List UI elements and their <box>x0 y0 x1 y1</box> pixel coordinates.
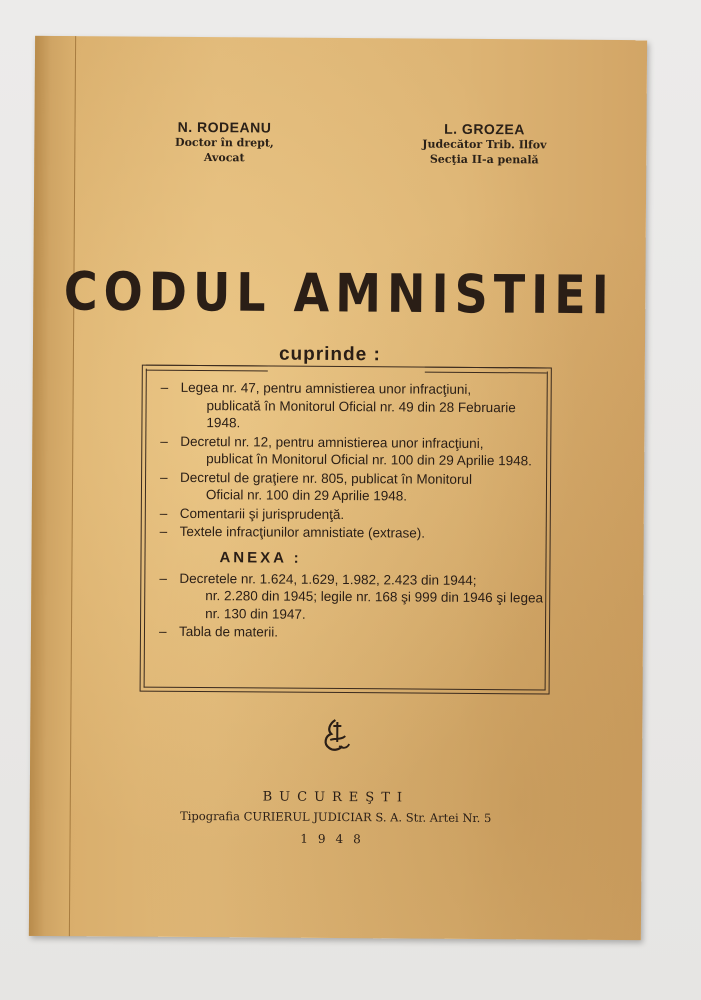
list-item: – Tabla de materii. <box>158 623 279 640</box>
contents-box <box>144 369 548 691</box>
list-item: – Comentarii şi jurisprudenţă. <box>159 505 345 522</box>
author-title: Judecător Trib. Ilfov <box>422 137 547 152</box>
imprint-city: BUCUREŞTI <box>262 789 410 806</box>
book-cover <box>29 36 647 940</box>
list-item: – Textele infracţiunilor amnistiate (extrase). <box>159 523 426 541</box>
author-title: Secţia II-a penală <box>429 152 539 167</box>
imprint-press: Tipografia CURIERUL JUDICIAR S. A. Str. Artei Nr. 5 <box>180 808 492 826</box>
author-right <box>384 120 584 167</box>
book-title: CODUL AMNISTIEI <box>63 260 616 326</box>
list-item: – Legea nr. 47, pentru amnistierea unor infracţiuni, publicată în Monitorul Oficial nr. 49 din 28 Februarie 1948. <box>160 379 516 431</box>
author-title: Avocat <box>203 151 245 165</box>
imprint-year: 1948 <box>300 831 371 847</box>
author-left <box>144 119 304 166</box>
author-name: N. RODEANU <box>177 118 272 136</box>
list-item: – Decretul de graţiere nr. 805, publicat în Monitorul Oficial nr. 100 din 29 Aprilie 1948. <box>160 469 473 504</box>
annex-heading: ANEXA : <box>219 548 302 567</box>
list-item: – Decretul nr. 12, pentru amnistierea unor infracţiuni, publicat în Monitorul Oficial nr. 100 din 29 Aprilie 1948. <box>160 433 532 469</box>
contents-heading: cuprinde : <box>278 343 381 366</box>
list-item: – Decretele nr. 1.624, 1.629, 1.982, 2.423 din 1944; nr. 2.280 din 1945; legile nr. 168 şi 999 din 1946 şi legea nr. 130 din 1947. <box>159 570 544 622</box>
publisher-logo-icon <box>315 716 355 756</box>
author-name: L. GROZEA <box>444 120 525 138</box>
author-title: Doctor în drept, <box>175 135 274 150</box>
contents-list <box>145 379 551 644</box>
